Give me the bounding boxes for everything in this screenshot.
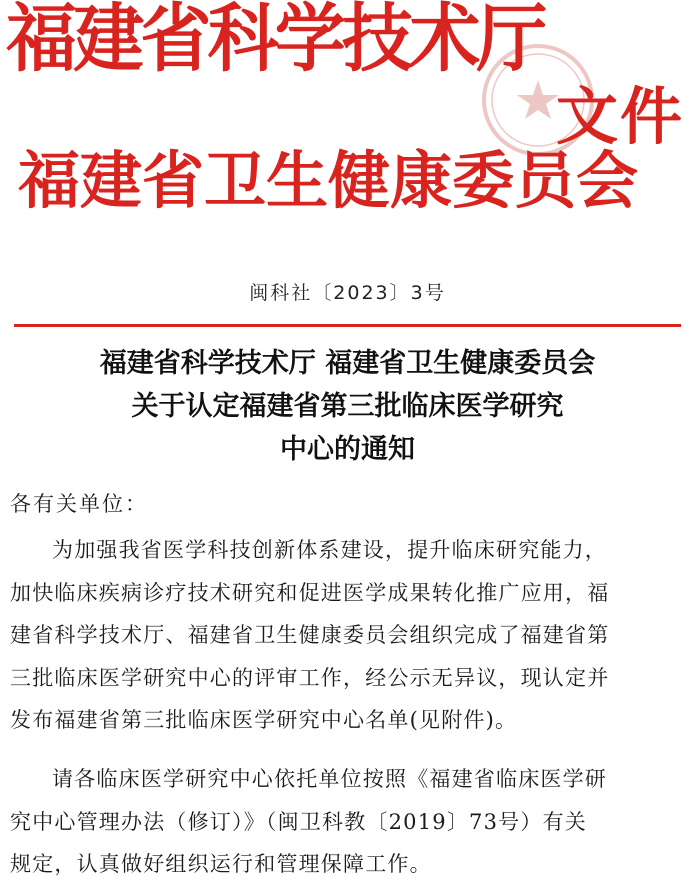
body-paragraph-2 (10, 758, 685, 886)
paragraph-line: 三批临床医学研究中心的评审工作，经公示无异议，现认定并 (10, 665, 610, 690)
issuer-name-health-commission: 福建省卫生健康委员会 (18, 144, 639, 217)
notice-title (0, 342, 695, 471)
title-line-2: 关于认定福建省第三批临床医学研究 (131, 391, 564, 422)
official-seal-icon (478, 40, 598, 160)
paragraph-line: 规定，认真做好组织运行和管理保障工作。 (10, 852, 432, 876)
paragraph-line: 加快临床疾病诊疗技术研究和促进医学成果转化推广应用，福 (10, 580, 610, 605)
body-paragraph-1 (10, 529, 685, 742)
salutation: 各有关单位： (10, 492, 148, 516)
issuer-name-science-dept: 福建省科学技术厅 (6, 0, 544, 82)
paragraph-line: 究中心管理办法（修订）》（闽卫科教〔2019〕73号）有关 (10, 809, 587, 834)
document-type-label: 文件 (556, 80, 685, 153)
paragraph-line: 发布福建省第三批临床医学研究中心名单(见附件)。 (10, 708, 518, 732)
paragraph-line: 请各临床医学研究中心依托单位按照《福建省临床医学研 (52, 767, 607, 791)
title-line-3: 中心的通知 (280, 434, 415, 465)
paragraph-line: 为加强我省医学科技创新体系建设，提升临床研究能力， (52, 538, 607, 562)
header-divider (14, 324, 681, 327)
paragraph-line: 建省科学技术厅、福建省卫生健康委员会组织完成了福建省第 (10, 623, 610, 647)
document-number: 闽科社〔2023〕3号 (249, 282, 446, 304)
title-line-1: 福建省科学技术厅 福建省卫生健康委员会 (99, 348, 596, 379)
